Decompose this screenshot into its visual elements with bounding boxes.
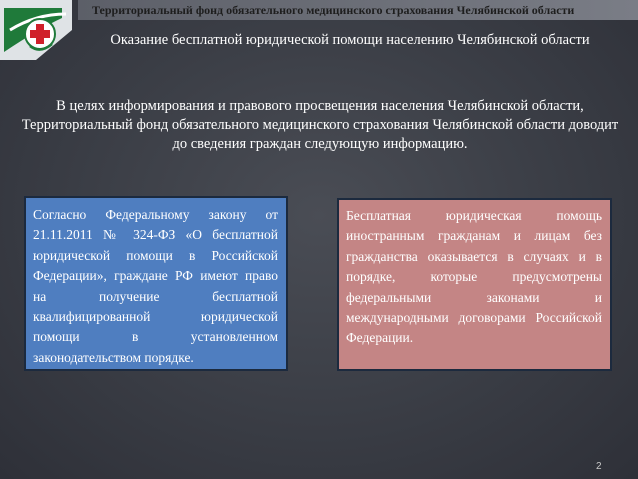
intro-paragraph: В целях информирования и правового просвещения населения Челябинской области, Территориальный фонд обязательного медицинского страхования Челябинской области доводит до сведения граждан следующую информацию.: [21, 98, 619, 152]
foreign-citizens-info-text: Бесплатная юридическая помощь иностранным гражданам и лицам без гражданства оказывается в случаях и в порядке, которые предусмотрены федеральными законами и международными договорами Российской Федерации.: [346, 208, 602, 346]
foreign-citizens-info-box: [337, 198, 612, 371]
federal-law-info-box: [24, 196, 288, 371]
slide-title: Оказание бесплатной юридической помощи населению Челябинской области: [110, 32, 590, 48]
federal-law-info-text: Согласно Федеральному закону от 21.11.2011 № 324-ФЗ «О бесплатной юридической помощи в Российской Федерации», граждане РФ имеют право на получение бесплатной квалифицированной юридической помощи в установленном законодательством порядке.: [33, 207, 278, 365]
medical-cross-emblem-icon: [0, 0, 72, 60]
page-number: 2: [596, 461, 602, 472]
organization-title: Территориальный фонд обязательного медицинского страхования Челябинской области: [92, 3, 575, 17]
